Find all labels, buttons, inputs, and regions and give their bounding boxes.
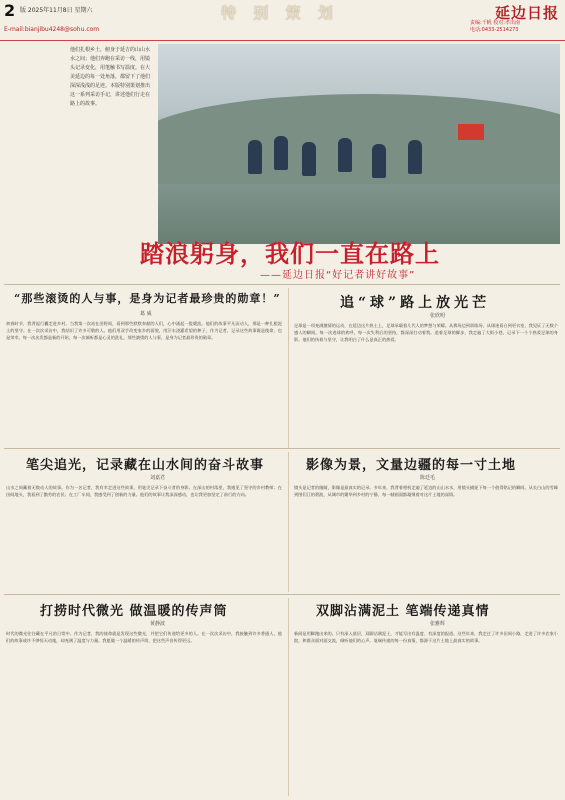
article-body: 初春时节，我背起行囊走进乡村。当我第一次站在田野间，看到那些默默奉献的人们，心中涌起一股暖流。他们的故事平凡而动人，那是一种扎根泥土的坚守。在一次次采访中，我结识了许多可敬的人。他们用双手改变家乡的面貌，用汗水浇灌希望的种子。作为记者，记录这些故事既是使命，也是荣幸。每一次出发都是新的开始，每一次倾听都是心灵的洗礼。那些滚烫的人与事，是身为记者最珍贵的勋章。: [6, 321, 282, 340]
column-divider: [288, 288, 289, 448]
article-title: 打捞时代微光 做温暖的传声筒: [40, 604, 228, 619]
main-headline: 踏浪躬身，我们一直在路上: [140, 240, 440, 268]
editor-info: [470, 20, 560, 38]
article-byline: 刘嘉君: [150, 475, 166, 481]
hill-shape: [158, 94, 560, 184]
date-line: 版 2025年11月8日 星期六: [20, 7, 93, 14]
article-title: 影像为景，文量边疆的每一寸土地: [306, 458, 517, 473]
person-figure: [274, 136, 288, 170]
article-body: 时代的微光往往藏在平凡的日常中。作为记者，我的使命就是发现这些微光，并把它们传递给更多的人。在一次次采访中，我接触到许多普通人，他们的故事或许不够惊天动地，却充满了温度与力量。我愿做一个温暖的传声筒，把这些声音传得更远。: [6, 631, 282, 643]
article-body: 足球是一项充满激情的运动，在延边这片热土上，足球承载着几代人的梦想与荣耀。从赛场边到训练场，从球迷看台到更衣室，我见证了无数个感人的瞬间。每一次进球的欢呼，每一次失利后的坚持，都深深打动着我。追着足球的脚步，我走遍了大街小巷，记录下一个个热爱足球的身影。他们的执着与坚守，让我明白了什么是真正的热爱。: [294, 323, 558, 342]
article-title: 笔尖追光，记录藏在山水间的奋斗故事: [26, 458, 265, 473]
red-flag: [458, 124, 484, 140]
article-byline: 张欣明: [430, 313, 446, 319]
person-figure: [372, 144, 386, 178]
article-body: 山水之间藏着无数动人的故事。作为一名记者，我有幸走进这些故事，用笔尖记录下奋斗者的身影。在深山的村落里，我遇见了坚守的乡村教师；在田间地头，我看到了勤劳的农民；在工厂车间，我感受到了创新的力量。他们的故事让我深深感动，也让我更加坚定了前行的方向。: [6, 485, 282, 497]
person-figure: [338, 138, 352, 172]
person-figure: [408, 140, 422, 174]
section-title: 特 别 策 划: [221, 4, 339, 22]
article-body: 镜头是记者的眼睛，影像是最真实的记录。多年来，我背着相机走遍了延边的山山水水，用镜头捕捉下每一个值得铭记的瞬间。从长白山的雪峰到图们江的碧波，从城市的繁华到乡村的宁静，每一帧画面都凝聚着对这片土地的深情。: [294, 485, 558, 497]
sub-headline: ——延边日报“好记者讲好故事”: [260, 270, 416, 281]
page-number: 2: [4, 1, 16, 20]
article-title: “那些滚烫的人与事，是身为记者最珍贵的勋章！”: [14, 292, 281, 305]
hero-photo: [158, 44, 560, 244]
article-byline: 黄静波: [150, 621, 166, 627]
column-divider: [288, 598, 289, 796]
article-body: 新闻是用脚跑出来的。只有深入基层，双脚沾满泥土，才能写出有温度、有深度的报道。这些年来，我走过了许多田间小路，走进了许多农家小院，和群众面对面交流，倾听他们的心声。笔端传递的每一份真情，都源于这片土地上最真实的故事。: [294, 631, 558, 643]
article-title: 追“球”路上放光芒: [340, 295, 491, 311]
person-figure: [248, 140, 262, 174]
article-byline: 张雅辉: [430, 621, 446, 627]
divider: [4, 594, 560, 595]
editor-line: 责编:千帆 校对:孝出南: [470, 20, 520, 26]
divider: [4, 448, 560, 449]
divider: [4, 284, 560, 285]
masthead-logo: 延边日报: [494, 4, 559, 22]
article-byline: 葛 威: [140, 311, 152, 317]
person-figure: [302, 142, 316, 176]
column-divider: [288, 452, 289, 592]
article-title: 双脚沾满泥土 笔端传递真情: [316, 604, 490, 619]
email-address: E-mail:bianjibu4248@sohu.com: [4, 26, 100, 33]
intro-text: 他们扎根乡土，俯身于延吉的山山水水之间；他们奔跑在采访一线，用镜头记录变化，用笔触书写温度。在大美延边的每一处角落，都留下了他们深深浅浅的足迹。本版特别策划推出这一系列采访手记，讲述他们行走在路上的故事。: [70, 47, 151, 107]
article-byline: 陈廷毛: [420, 475, 436, 481]
phone-line: 电话:0433-2514273: [470, 27, 519, 33]
page-header: [0, 0, 565, 41]
